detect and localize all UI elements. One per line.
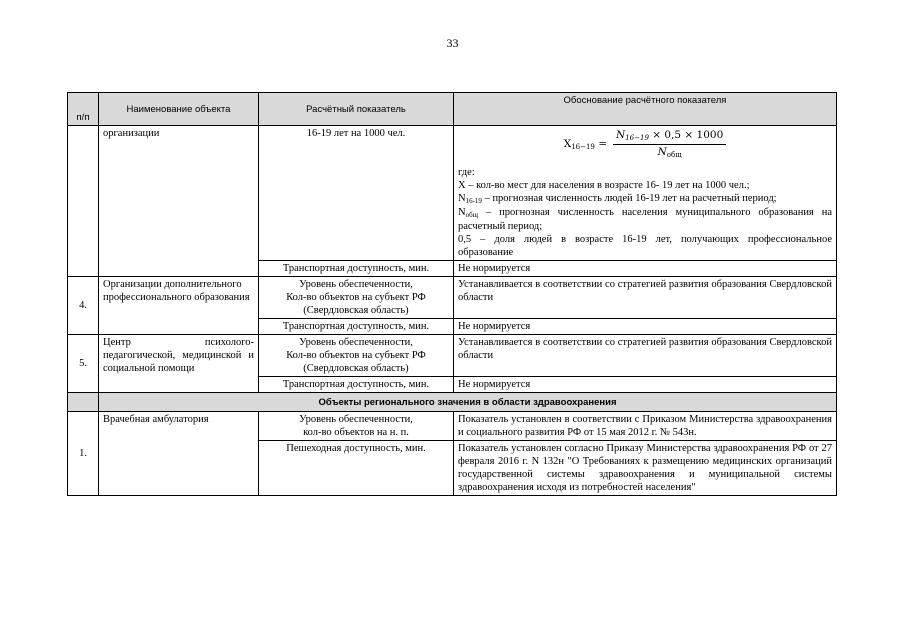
formula-denominator: Nобщ bbox=[657, 146, 682, 159]
object-name: Врачебная амбулатория bbox=[99, 412, 259, 496]
section-gap bbox=[68, 393, 99, 412]
header-object-name: Наименование объекта bbox=[99, 93, 259, 126]
formula-nobsh-desc: Nобщ – прогнозная численность населения муниципального образования на расчетный период; bbox=[458, 207, 832, 232]
object-name: Организации дополнительного профессионального образования bbox=[99, 277, 259, 335]
basis: Устанавливается в соответствии со стратегией развития образования Свердловской области bbox=[454, 335, 837, 377]
page-number: 33 bbox=[446, 36, 459, 50]
row-number: 1. bbox=[68, 412, 99, 496]
formula-numerator: N16−19 × 0,5 × 1000 bbox=[613, 129, 726, 145]
row-number: 4. bbox=[68, 277, 99, 335]
transport-label: Транспортная доступность, мин. bbox=[259, 377, 454, 393]
formula-lhs: X16−19 = bbox=[563, 137, 608, 151]
header-indicator: Расчётный показатель bbox=[259, 93, 454, 126]
basis: Показатель установлен в соответствии с Приказом Министерства здравоохранения и социального развития РФ от 15 мая 2012 г. № 543н. bbox=[454, 412, 837, 441]
table-row bbox=[68, 335, 837, 377]
header-number: п/п bbox=[68, 93, 99, 126]
table-row bbox=[68, 277, 837, 319]
object-name: организации bbox=[99, 126, 259, 277]
header-basis: Обоснование расчётного показателя bbox=[454, 93, 837, 126]
indicator: Уровень обеспеченности, Кол-во объектов на субъект РФ (Свердловская область) bbox=[259, 335, 454, 377]
formula-fraction bbox=[613, 129, 726, 160]
table-row bbox=[68, 412, 837, 441]
formula bbox=[458, 129, 832, 160]
indicator: Уровень обеспеченности, Кол-во объектов на субъект РФ (Свердловская область) bbox=[259, 277, 454, 319]
row-number-empty bbox=[68, 126, 99, 277]
basis: Устанавливается в соответствии со стратегией развития образования Свердловской области bbox=[454, 277, 837, 319]
indicator: 16-19 лет на 1000 чел. bbox=[259, 126, 454, 261]
formula-05-desc: 0,5 – доля людей в возрасте 16-19 лет, получающих профессиональное образование bbox=[458, 234, 832, 258]
basis-formula-cell bbox=[454, 126, 837, 261]
walk-label: Пешеходная доступность, мин. bbox=[259, 441, 454, 496]
row-number: 5. bbox=[68, 335, 99, 393]
formula-x-desc: Х – кол-во мест для населения в возрасте 16- 19 лет на 1000 чел.; bbox=[458, 180, 750, 191]
object-name: Центр психолого-педагогической, медицинской и социальной помощи bbox=[99, 335, 259, 393]
transport-value: Не нормируется bbox=[454, 319, 837, 335]
table-header-row bbox=[68, 93, 837, 126]
transport-label: Транспортная доступность, мин. bbox=[259, 261, 454, 277]
transport-label: Транспортная доступность, мин. bbox=[259, 319, 454, 335]
walk-basis: Показатель установлен согласно Приказу Министерства здравоохранения РФ от 27 февраля 2016 г. N 132н "О Требованиях к размещению медицинских организаций государственной системы здравоохранения и муниципальной системы здравоохранения исходя из потребностей населения" bbox=[454, 441, 837, 496]
formula-where: где: bbox=[458, 167, 475, 178]
table-row bbox=[68, 126, 837, 261]
transport-value: Не нормируется bbox=[454, 261, 837, 277]
formula-n-desc: N16-19 – прогнозная численность людей 16-19 лет на расчетный период; bbox=[458, 193, 777, 205]
section-title: Объекты регионального значения в области здравоохранения bbox=[99, 393, 837, 412]
indicator: Уровень обеспеченности, кол-во объектов на н. п. bbox=[259, 412, 454, 441]
norms-table bbox=[67, 92, 837, 496]
section-row bbox=[68, 393, 837, 412]
transport-value: Не нормируется bbox=[454, 377, 837, 393]
